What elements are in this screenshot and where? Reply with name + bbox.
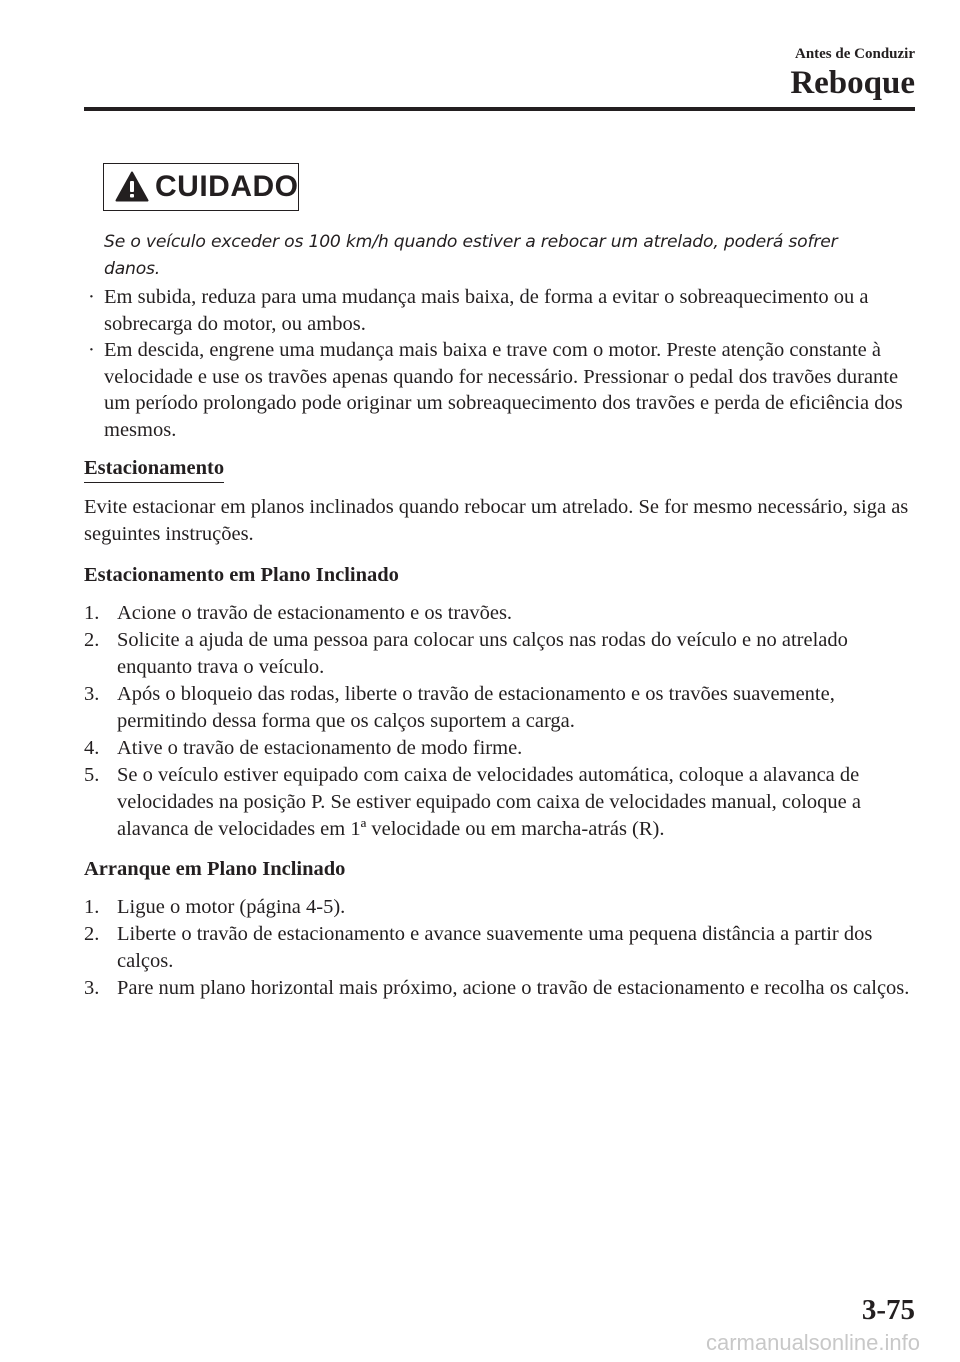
- section-heading-slope-parking: Estacionamento em Plano Inclinado: [84, 564, 399, 586]
- section-heading-parking: Estacionamento: [84, 455, 224, 483]
- list-number: 5.: [84, 764, 100, 786]
- list-number: 2.: [84, 629, 100, 651]
- list-number: 3.: [84, 683, 100, 705]
- list-item: [84, 600, 914, 627]
- list-number: 4.: [84, 737, 100, 759]
- caution-label: CUIDADO: [155, 170, 299, 203]
- list-item: [84, 975, 914, 1002]
- list-number: 3.: [84, 977, 100, 999]
- list-item: [84, 921, 914, 975]
- page-number: 3-75: [861, 1294, 915, 1326]
- list-text: Ligue o motor (página 4-5).: [117, 896, 346, 918]
- watermark: carmanualsonline.info: [705, 1330, 920, 1355]
- bullet-dot: ·: [88, 286, 95, 308]
- list-text: Ative o travão de estacionamento de modo firme.: [117, 737, 523, 759]
- list-text: Pare num plano horizontal mais próximo, acione o travão de estacionamento e recolha os calços.: [117, 977, 910, 999]
- caution-badge: [103, 163, 299, 211]
- warning-triangle-icon: [115, 171, 149, 202]
- list-item: [84, 627, 914, 681]
- list-number: 2.: [84, 923, 100, 945]
- bullet-item: [88, 337, 908, 443]
- parking-intro: Evite estacionar em planos inclinados quando rebocar um atrelado. Se for mesmo necessário, siga as seguintes instruções.: [84, 496, 909, 545]
- list-number: 1.: [84, 896, 100, 918]
- list-item: [84, 735, 914, 762]
- section-heading-slope-start: Arranque em Plano Inclinado: [84, 858, 346, 880]
- list-item: [84, 894, 914, 921]
- bullet-dot: ·: [88, 339, 95, 361]
- page-title: Reboque: [790, 65, 915, 101]
- bullet-text: Em subida, reduza para uma mudança mais baixa, de forma a evitar o sobreaquecimento ou a sobrecarga do motor, ou ambos.: [104, 286, 869, 335]
- list-text: Liberte o travão de estacionamento e avance suavemente uma pequena distância a partir dos calços.: [117, 923, 873, 972]
- list-number: 1.: [84, 602, 100, 624]
- list-text: Acione o travão de estacionamento e os travões.: [117, 602, 513, 624]
- bullet-text: Em descida, engrene uma mudança mais baixa e trave com o motor. Preste atenção constante à velocidade e use os travões apenas quando for necessário. Pressionar o pedal dos travões durante um período prolongado pode originar um sobreaquecimento dos travões e perda de eficiência dos mesmos.: [104, 339, 903, 441]
- chapter-label: Antes de Conduzir: [794, 46, 915, 62]
- list-text: Após o bloqueio das rodas, liberte o travão de estacionamento e os travões suavemente, permitindo dessa forma que os calços suportem a carga.: [117, 683, 835, 732]
- list-item: [84, 762, 914, 843]
- caution-text: Se o veículo exceder os 100 km/h quando estiver a rebocar um atrelado, poderá sofrer danos.: [104, 232, 838, 279]
- list-text: Solicite a ajuda de uma pessoa para colocar uns calços nas rodas do veículo e no atrelado enquanto trava o veículo.: [117, 629, 848, 678]
- header-divider: [84, 107, 915, 111]
- list-item: [84, 681, 914, 735]
- list-text: Se o veículo estiver equipado com caixa de velocidades automática, coloque a alavanca de velocidades na posição P. Se estiver equipado com caixa de velocidades manual, coloque a alavanca de velocidades em 1ª velocidade ou em marcha-atrás (R).: [117, 764, 862, 840]
- bullet-item: [88, 284, 908, 337]
